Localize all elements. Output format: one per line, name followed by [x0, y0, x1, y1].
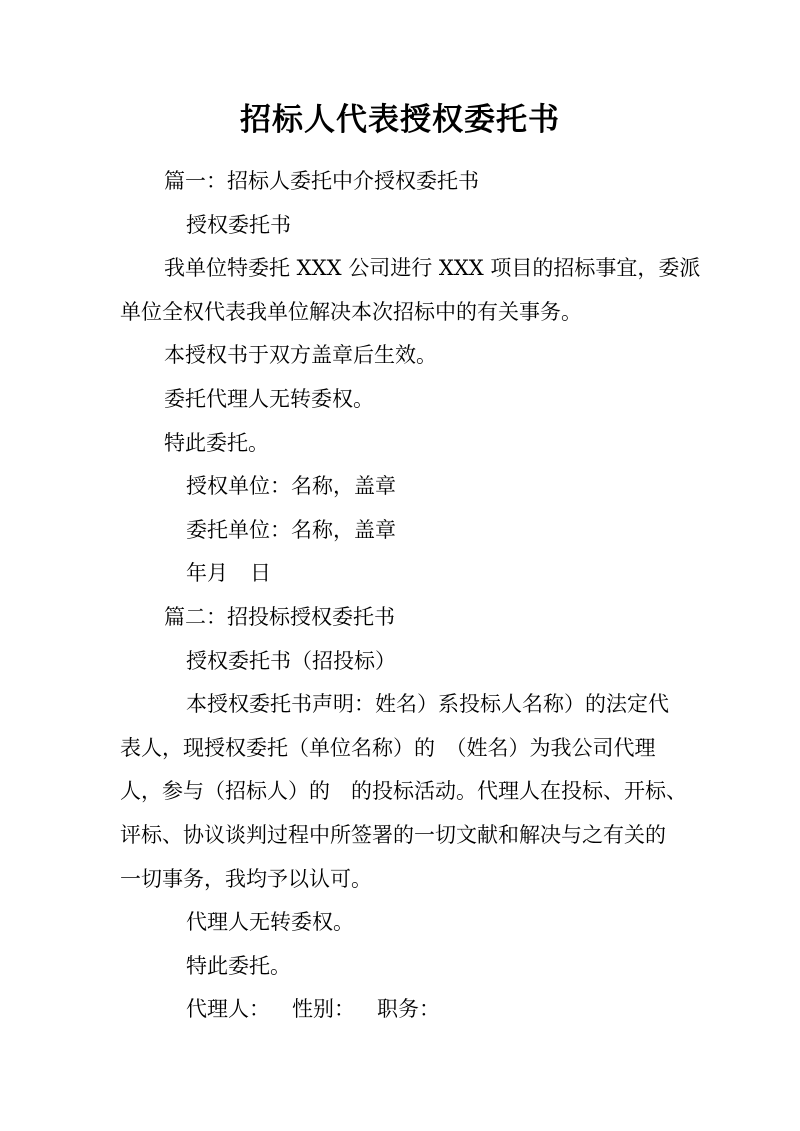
section1-effective: 本授权书于双方盖章后生效。 [164, 343, 437, 368]
section1-body-line1: 我单位特委托 XXX 公司进行 XXX 项目的招标事宜，委派 [164, 256, 701, 281]
document-body [120, 160, 701, 1032]
section2-body-line4: 评标、协议谈判过程中所签署的一切文献和解决与之有关的 [120, 822, 666, 847]
section2-body-line5: 一切事务，我均予以认可。 [120, 866, 372, 891]
section2-hereby: 特此委托。 [186, 953, 291, 978]
section1-body-line2: 单位全权代表我单位解决本次招标中的有关事务。 [120, 299, 582, 324]
section1-heading: 篇一：招标人委托中介授权委托书 [164, 169, 479, 193]
date-day: 日 [250, 561, 271, 586]
document-title: 招标人代表授权委托书 [240, 102, 560, 138]
section1-subheading: 授权委托书 [186, 212, 291, 237]
date-year-month: 年月 [186, 561, 228, 586]
section2-no-subdelegation: 代理人无转委权。 [186, 910, 354, 935]
section2-body-line2: 表人，现授权委托（单位名称）的 （姓名）为我公司代理 [120, 735, 656, 760]
section1-entrusted: 委托单位：名称，盖章 [186, 517, 396, 542]
section1-no-subdelegation: 委托代理人无转委权。 [164, 386, 374, 411]
section2-body-line1: 本授权委托书声明：姓名）系投标人名称）的法定代 [186, 692, 669, 717]
section1-authorizer: 授权单位：名称，盖章 [186, 474, 396, 499]
section2-subheading: 授权委托书（招投标） [186, 648, 396, 673]
section1-hereby: 特此委托。 [164, 430, 269, 455]
gender-label: 性别： [292, 997, 355, 1022]
section2-heading: 篇二：招投标授权委托书 [164, 604, 395, 629]
section2-signature-fields [120, 988, 690, 1032]
section1-date [120, 552, 690, 596]
section2-body-line3: 人，参与（招标人）的 的投标活动。代理人在投标、开标、 [120, 779, 687, 804]
agent-label: 代理人： [186, 997, 270, 1022]
position-label: 职务： [377, 997, 440, 1022]
